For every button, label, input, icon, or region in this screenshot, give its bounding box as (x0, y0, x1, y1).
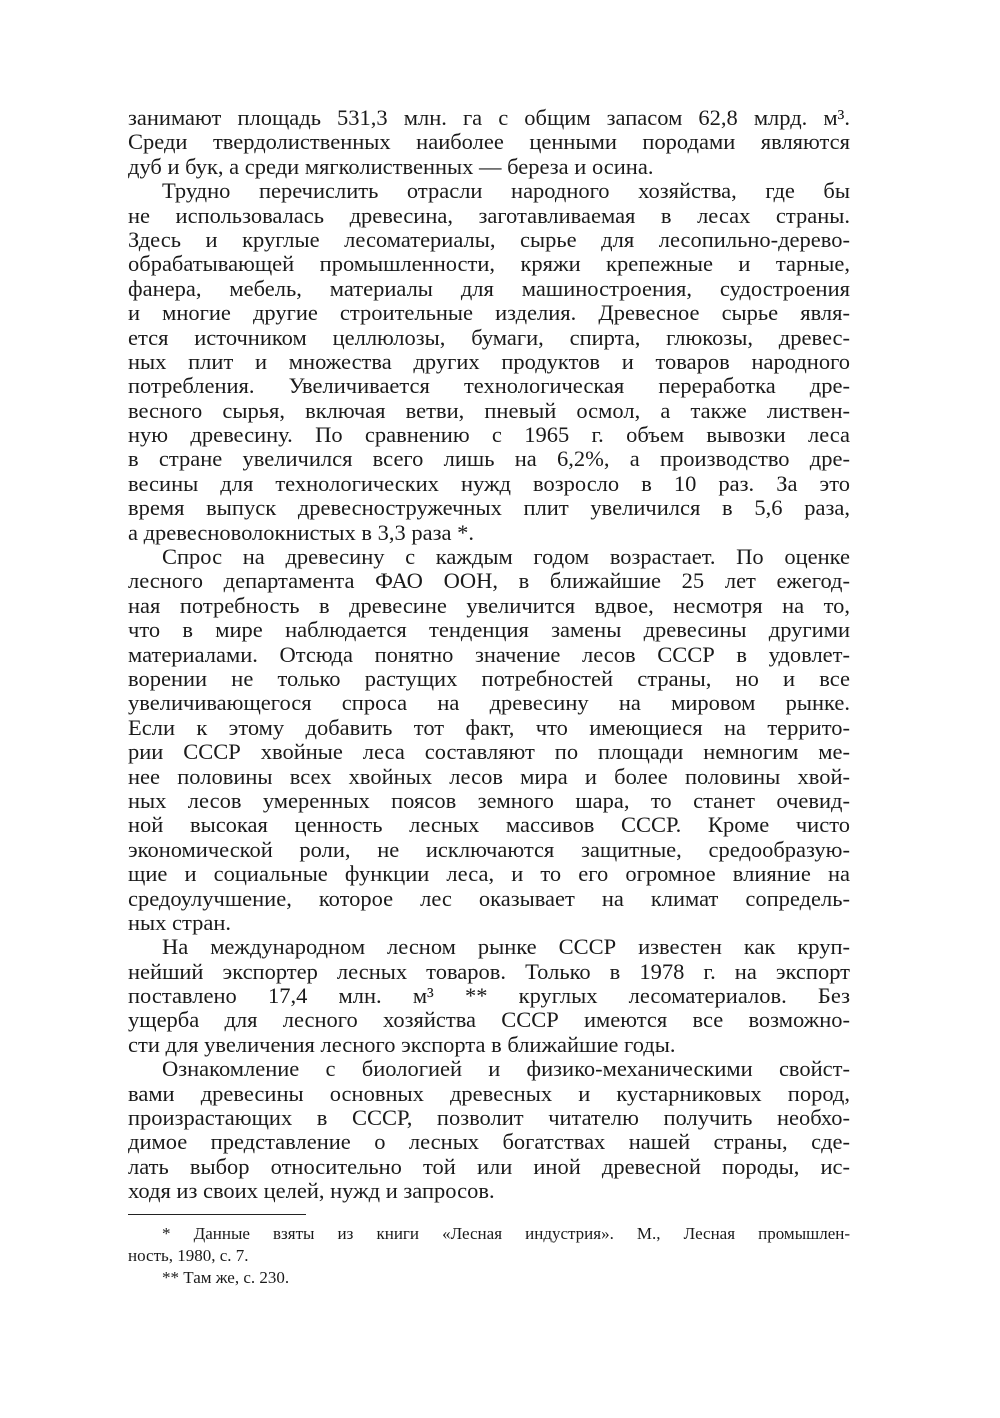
body-line: экономической роли, не исключаются защитные, средообразую- (128, 836, 850, 862)
body-line: что в мире наблюдается тенденция замены древесины другими (128, 617, 850, 643)
body-line: димое представление о лесных богатствах нашей страны, сде- (128, 1129, 850, 1155)
body-text (128, 106, 850, 1204)
footnotes (128, 1223, 850, 1289)
body-line: Ознакомление с биологией и физико-механическими свойст- (162, 1056, 850, 1082)
body-line: ных стран. (128, 909, 232, 935)
body-line: занимают площадь 531,3 млн. га с общим запасом 62,8 млрд. м³. (128, 105, 850, 130)
body-line: сти для увеличения лесного экспорта в ближайшие годы. (128, 1031, 676, 1057)
body-line: поставлено 17,4 млн. м³ ** круглых лесоматериалов. Без (128, 983, 850, 1009)
body-line: средоулучшение, которое лес оказывает на климат сопредель- (128, 885, 850, 911)
body-line: ных лесов умеренных поясов земного шара, то станет очевид- (128, 787, 850, 813)
body-line: ная потребность в древесине увеличится вдвое, несмотря на то, (128, 592, 850, 618)
body-line: потребления. Увеличивается технологическая переработка дре- (128, 373, 850, 399)
body-line: рии СССР хвойные леса составляют по площади немногим ме- (128, 739, 850, 765)
body-line: дуб и бук, а среди мягколиственных — береза и осина. (128, 153, 654, 179)
body-line: лать выбор относительно той или иной древесной породы, ис- (128, 1153, 850, 1179)
body-line: обрабатывающей промышленности, кряжи крепежные и тарные, (128, 251, 850, 277)
page-content (128, 106, 850, 1289)
body-line: в стране увеличился всего лишь на 6,2%, а производство дре- (128, 446, 850, 472)
body-line: весины для технологических нужд возросло в 10 раз. За это (128, 470, 850, 496)
body-line: не использовалась древесина, заготавливаемая в лесах страны. (128, 202, 850, 228)
body-line: ной высокая ценность лесных массивов СССР. Кроме чисто (128, 812, 850, 838)
body-line: ется источником целлюлозы, бумаги, спирта, глюкозы, древес- (128, 324, 850, 350)
body-line: ных плит и множества других продуктов и товаров народного (128, 348, 850, 374)
body-line: На международном лесном рынке СССР известен как круп- (162, 934, 850, 960)
body-line: щие и социальные функции леса, и то его огромное влияние на (128, 861, 850, 887)
footnote-divider (128, 1214, 306, 1215)
body-line: Среди твердолиственных наиболее ценными породами являются (128, 129, 850, 155)
footnote-1-line-2: ность, 1980, с. 7. (128, 1245, 249, 1265)
body-line: лесного департамента ФАО ООН, в ближайшие 25 лет ежегод- (128, 568, 850, 594)
body-line: а древесноволокнистых в 3,3 раза *. (128, 519, 474, 545)
body-line: весного сырья, включая ветви, пневый осмол, а также листвен- (128, 397, 850, 423)
body-line: вами древесины основных древесных и кустарниковых пород, (128, 1080, 850, 1106)
body-line: Трудно перечислить отрасли народного хозяйства, где бы (162, 178, 850, 204)
body-line: нейший экспортер лесных товаров. Только в 1978 г. на экспорт (128, 958, 850, 984)
body-line: время выпуск древесностружечных плит увеличился в 5,6 раза, (128, 495, 850, 521)
body-line: ходя из своих целей, нужд и запросов. (128, 1178, 495, 1204)
body-line: нее половины всех хвойных лесов мира и более половины хвой- (128, 763, 850, 789)
body-line: Здесь и круглые лесоматериалы, сырье для лесопильно-дерево- (128, 226, 850, 252)
body-line: произрастающих в СССР, позволит читателю получить необхо- (128, 1105, 850, 1131)
body-line: фанера, мебель, материалы для машиностроения, судостроения (128, 275, 850, 301)
body-line: ущерба для лесного хозяйства СССР имеются все возможно- (128, 1007, 850, 1033)
body-line: ную древесину. По сравнению с 1965 г. объем вывозки леса (128, 422, 850, 448)
body-line: увеличивающегося спроса на древесину на мировом рынке. (128, 690, 850, 716)
footnote-2: ** Там же, с. 230. (162, 1267, 290, 1287)
body-line: ворении не только растущих потребностей страны, но и все (128, 665, 850, 691)
body-line: Спрос на древесину с каждым годом возрастает. По оценке (162, 544, 850, 570)
body-line: Если к этому добавить тот факт, что имеющиеся на террито- (128, 714, 850, 740)
footnote-1-line-1: * Данные взяты из книги «Лесная индустрия». М., Лесная промышлен- (162, 1223, 850, 1243)
body-line: материалами. Отсюда понятно значение лесов СССР в удовлет- (128, 641, 850, 667)
body-line: и многие другие строительные изделия. Древесное сырье явля- (128, 300, 850, 326)
